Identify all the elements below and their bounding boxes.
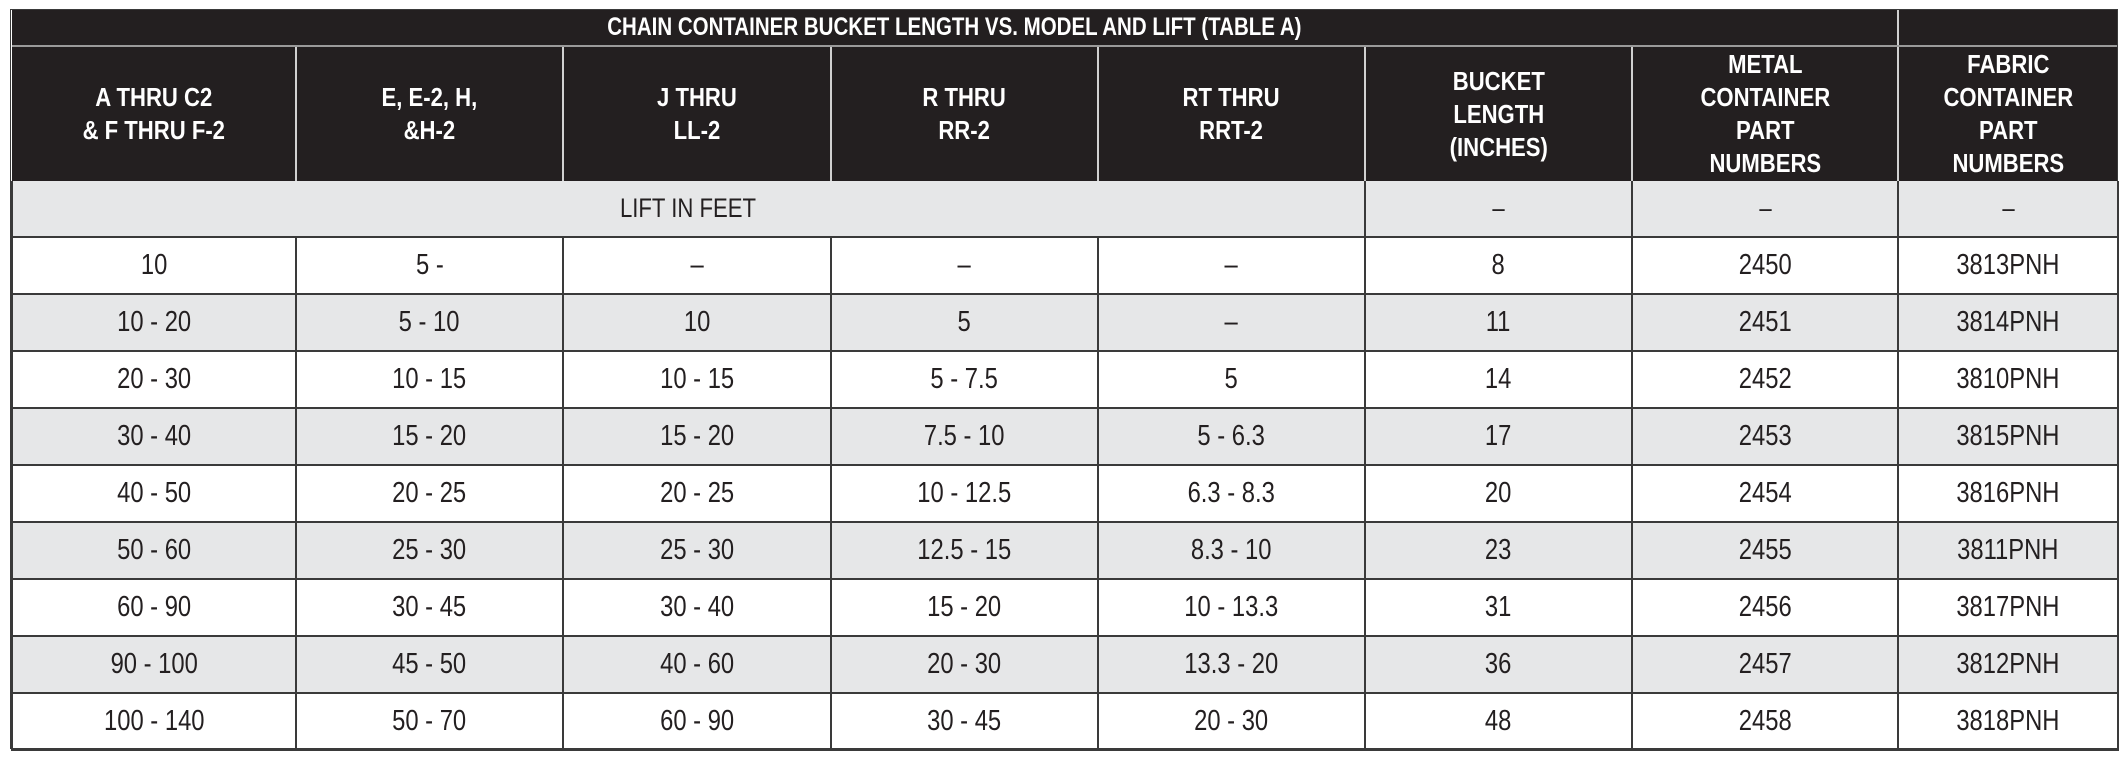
table-row bbox=[12, 636, 2118, 693]
metal-part-number-cell: 2456 bbox=[1632, 579, 1898, 636]
lift-r-rr2-cell: – bbox=[831, 237, 1098, 294]
lift-rt-rrt2-cell: – bbox=[1098, 294, 1365, 351]
bucket-length-cell: 14 bbox=[1365, 351, 1632, 408]
lift-a-c2-cell: 10 - 20 bbox=[12, 294, 296, 351]
lift-r-rr2-cell: 5 bbox=[831, 294, 1098, 351]
metal-part-number-cell: 2458 bbox=[1632, 693, 1898, 750]
metal-part-number-cell: 2454 bbox=[1632, 465, 1898, 522]
header-metal-part-numbers: METAL CONTAINER PART NUMBERS bbox=[1632, 46, 1898, 181]
fabric-part-number-cell: 3815PNH bbox=[1898, 408, 2118, 465]
metal-part-number-cell: 2450 bbox=[1632, 237, 1898, 294]
header-bucket-length: BUCKET LENGTH (INCHES) bbox=[1365, 46, 1632, 181]
lift-rt-rrt2-cell: 5 - 6.3 bbox=[1098, 408, 1365, 465]
lift-rt-rrt2-cell: – bbox=[1098, 237, 1365, 294]
lift-e-h-cell: 20 - 25 bbox=[296, 465, 563, 522]
header-r-thru-rr2: R THRU RR-2 bbox=[831, 46, 1098, 181]
fabric-part-number-cell: 3811PNH bbox=[1898, 522, 2118, 579]
header-a-thru-c2: A THRU C2 & F THRU F-2 bbox=[12, 46, 296, 181]
lift-e-h-cell: 15 - 20 bbox=[296, 408, 563, 465]
fabric-part-number-cell: 3817PNH bbox=[1898, 579, 2118, 636]
lift-j-ll2-cell: 10 bbox=[563, 294, 831, 351]
bucket-length-table bbox=[11, 10, 2119, 751]
lift-in-feet-label: LIFT IN FEET bbox=[12, 181, 1365, 237]
metal-part-number-cell: 2452 bbox=[1632, 351, 1898, 408]
metal-part-number-cell: 2451 bbox=[1632, 294, 1898, 351]
table-row bbox=[12, 579, 2118, 636]
table-title: CHAIN CONTAINER BUCKET LENGTH VS. MODEL AND LIFT (TABLE A) bbox=[12, 10, 1898, 46]
table-row bbox=[12, 408, 2118, 465]
lift-r-rr2-cell: 12.5 - 15 bbox=[831, 522, 1098, 579]
table-row bbox=[12, 237, 2118, 294]
fabric-part-number-cell: 3818PNH bbox=[1898, 693, 2118, 750]
lift-r-rr2-cell: 30 - 45 bbox=[831, 693, 1098, 750]
lift-rt-rrt2-cell: 10 - 13.3 bbox=[1098, 579, 1365, 636]
lift-a-c2-cell: 100 - 140 bbox=[12, 693, 296, 750]
lift-rt-rrt2-cell: 6.3 - 8.3 bbox=[1098, 465, 1365, 522]
lift-row-fabric-part: – bbox=[1898, 181, 2118, 237]
lift-rt-rrt2-cell: 5 bbox=[1098, 351, 1365, 408]
lift-a-c2-cell: 10 bbox=[12, 237, 296, 294]
bucket-length-cell: 17 bbox=[1365, 408, 1632, 465]
fabric-part-number-cell: 3810PNH bbox=[1898, 351, 2118, 408]
lift-a-c2-cell: 60 - 90 bbox=[12, 579, 296, 636]
header-j-thru-ll2: J THRU LL-2 bbox=[563, 46, 831, 181]
lift-e-h-cell: 10 - 15 bbox=[296, 351, 563, 408]
lift-a-c2-cell: 50 - 60 bbox=[12, 522, 296, 579]
lift-row-bucket-length: – bbox=[1365, 181, 1632, 237]
table-row bbox=[12, 693, 2118, 750]
fabric-part-number-cell: 3816PNH bbox=[1898, 465, 2118, 522]
bucket-length-cell: 23 bbox=[1365, 522, 1632, 579]
header-fabric-part-numbers: FABRIC CONTAINER PART NUMBERS bbox=[1898, 46, 2118, 181]
lift-rt-rrt2-cell: 13.3 - 20 bbox=[1098, 636, 1365, 693]
lift-j-ll2-cell: 10 - 15 bbox=[563, 351, 831, 408]
lift-j-ll2-cell: – bbox=[563, 237, 831, 294]
lift-a-c2-cell: 90 - 100 bbox=[12, 636, 296, 693]
table-row bbox=[12, 294, 2118, 351]
lift-r-rr2-cell: 7.5 - 10 bbox=[831, 408, 1098, 465]
lift-e-h-cell: 5 - 10 bbox=[296, 294, 563, 351]
lift-rt-rrt2-cell: 20 - 30 bbox=[1098, 693, 1365, 750]
lift-a-c2-cell: 20 - 30 bbox=[12, 351, 296, 408]
lift-e-h-cell: 25 - 30 bbox=[296, 522, 563, 579]
metal-part-number-cell: 2453 bbox=[1632, 408, 1898, 465]
column-header-row bbox=[12, 46, 2118, 181]
bucket-length-cell: 31 bbox=[1365, 579, 1632, 636]
lift-e-h-cell: 50 - 70 bbox=[296, 693, 563, 750]
bucket-length-cell: 8 bbox=[1365, 237, 1632, 294]
header-rt-thru-rrt2: RT THRU RRT-2 bbox=[1098, 46, 1365, 181]
lift-j-ll2-cell: 40 - 60 bbox=[563, 636, 831, 693]
fabric-part-number-cell: 3812PNH bbox=[1898, 636, 2118, 693]
lift-j-ll2-cell: 30 - 40 bbox=[563, 579, 831, 636]
lift-j-ll2-cell: 60 - 90 bbox=[563, 693, 831, 750]
table-title-blank-cell bbox=[1898, 10, 2118, 46]
bucket-length-cell: 11 bbox=[1365, 294, 1632, 351]
lift-r-rr2-cell: 5 - 7.5 bbox=[831, 351, 1098, 408]
lift-j-ll2-cell: 15 - 20 bbox=[563, 408, 831, 465]
lift-a-c2-cell: 30 - 40 bbox=[12, 408, 296, 465]
fabric-part-number-cell: 3813PNH bbox=[1898, 237, 2118, 294]
lift-e-h-cell: 5 - bbox=[296, 237, 563, 294]
table-row bbox=[12, 465, 2118, 522]
header-e-h: E, E-2, H, &H-2 bbox=[296, 46, 563, 181]
bucket-length-cell: 20 bbox=[1365, 465, 1632, 522]
table-row bbox=[12, 351, 2118, 408]
lift-j-ll2-cell: 25 - 30 bbox=[563, 522, 831, 579]
bucket-length-cell: 48 bbox=[1365, 693, 1632, 750]
lift-a-c2-cell: 40 - 50 bbox=[12, 465, 296, 522]
table-title-row bbox=[12, 10, 2118, 46]
lift-e-h-cell: 30 - 45 bbox=[296, 579, 563, 636]
lift-r-rr2-cell: 10 - 12.5 bbox=[831, 465, 1098, 522]
metal-part-number-cell: 2457 bbox=[1632, 636, 1898, 693]
lift-in-feet-row bbox=[12, 181, 2118, 237]
lift-rt-rrt2-cell: 8.3 - 10 bbox=[1098, 522, 1365, 579]
metal-part-number-cell: 2455 bbox=[1632, 522, 1898, 579]
lift-e-h-cell: 45 - 50 bbox=[296, 636, 563, 693]
lift-r-rr2-cell: 15 - 20 bbox=[831, 579, 1098, 636]
lift-j-ll2-cell: 20 - 25 bbox=[563, 465, 831, 522]
lift-row-metal-part: – bbox=[1632, 181, 1898, 237]
lift-r-rr2-cell: 20 - 30 bbox=[831, 636, 1098, 693]
bucket-length-cell: 36 bbox=[1365, 636, 1632, 693]
table-row bbox=[12, 522, 2118, 579]
fabric-part-number-cell: 3814PNH bbox=[1898, 294, 2118, 351]
